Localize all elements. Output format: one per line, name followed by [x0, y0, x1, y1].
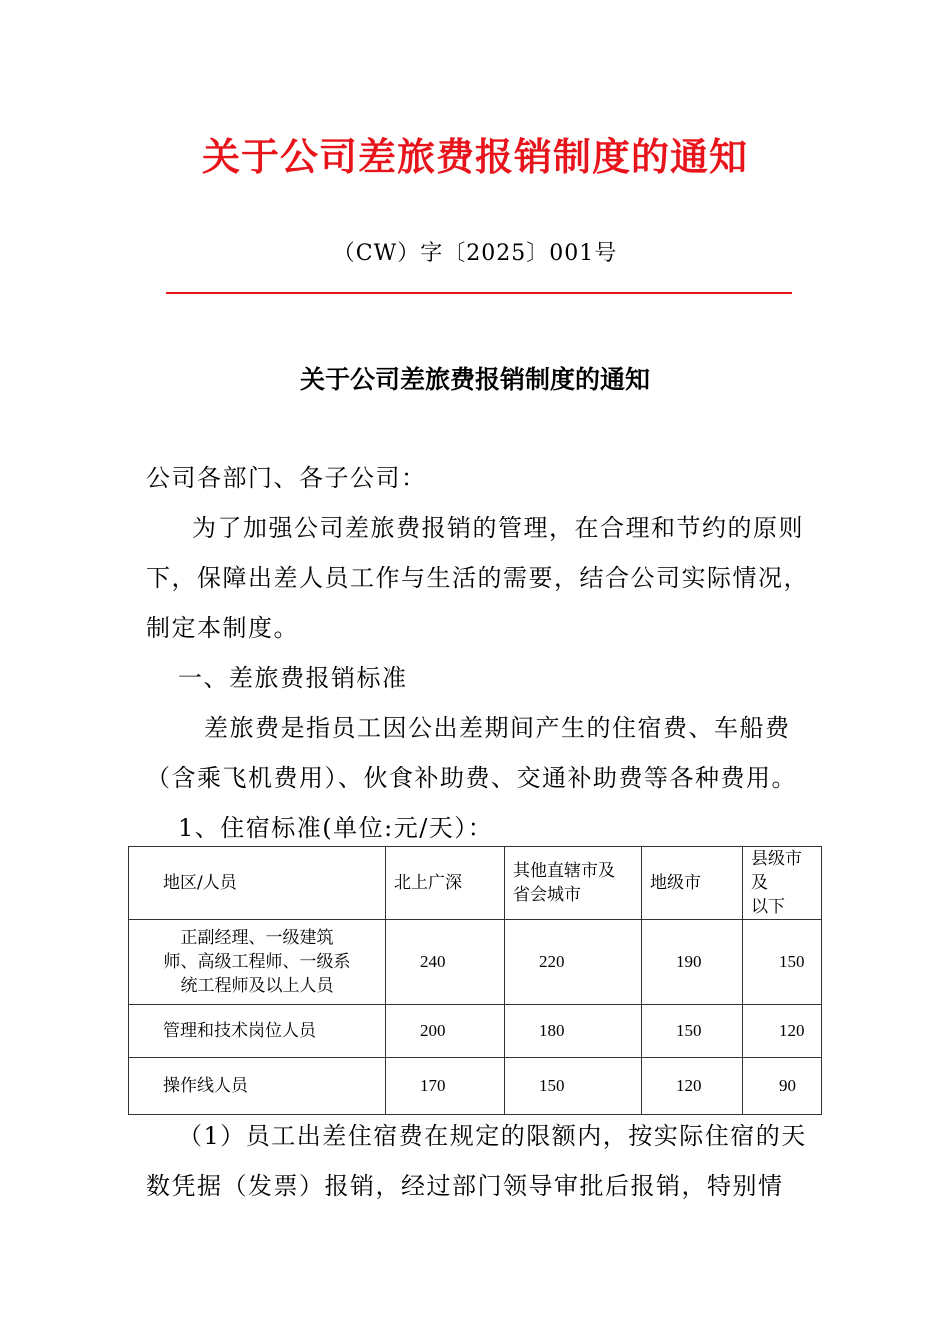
- header-text: 省会城市: [513, 885, 581, 905]
- header-text: 北上广深: [394, 873, 462, 893]
- table-header-cell: [129, 847, 386, 920]
- table-header-row: [129, 847, 822, 920]
- role-cell: [129, 1005, 386, 1058]
- rate-cell: 150: [642, 1005, 743, 1058]
- header-text: 以下: [751, 897, 785, 917]
- rate-cell: 180: [505, 1005, 642, 1058]
- rate-cell: 190: [642, 920, 743, 1005]
- header-text: 其他直辖市及: [513, 861, 615, 881]
- intro-line: 为了加强公司差旅费报销的管理，在合理和节约的原则: [192, 514, 804, 542]
- table-header-cell: [505, 847, 642, 920]
- header-text: 地级市: [650, 873, 701, 893]
- intro-line: 下，保障出差人员工作与生活的需要，结合公司实际情况，: [146, 564, 809, 592]
- role-text: 正副经理、一级建筑: [180, 928, 334, 948]
- table-row: [129, 1005, 822, 1058]
- intro-line: 制定本制度。: [146, 614, 299, 642]
- header-text: 地区/人员: [163, 873, 237, 893]
- rate-cell: 240: [386, 920, 505, 1005]
- rate-cell: 90: [743, 1058, 822, 1115]
- rate-cell: 220: [505, 920, 642, 1005]
- role-text: 师、高级工程师、一级系: [163, 952, 351, 972]
- document-number: （CW）字〔2025〕001号: [332, 241, 618, 266]
- lodging-rates-table: [128, 846, 822, 1115]
- note-line: （1）员工出差住宿费在规定的限额内，按实际住宿的天: [178, 1122, 807, 1150]
- definition-line: （含乘飞机费用）、伙食补助费、交通补助费等各种费用。: [146, 764, 797, 792]
- note-line: 数凭据（发票）报销，经过部门领导审批后报销，特别情: [146, 1172, 784, 1200]
- rate-cell: 150: [505, 1058, 642, 1115]
- role-text: 统工程师及以上人员: [180, 976, 334, 996]
- table-header-cell: [642, 847, 743, 920]
- table-header-cell: [743, 847, 822, 920]
- section-heading: 一、差旅费报销标准: [178, 664, 408, 692]
- definition-line: 差旅费是指员工因公出差期间产生的住宿费、车船费: [204, 714, 791, 742]
- notice-title: 关于公司差旅费报销制度的通知: [299, 365, 650, 394]
- rate-cell: 200: [386, 1005, 505, 1058]
- salutation: 公司各部门、各子公司：: [146, 464, 427, 492]
- table-row: [129, 920, 822, 1005]
- header-text: 县级市及: [751, 849, 802, 893]
- rate-cell: 170: [386, 1058, 505, 1115]
- role-text: 管理和技术岗位人员: [163, 1021, 316, 1041]
- role-text: 操作线人员: [163, 1076, 248, 1096]
- rate-cell: 120: [743, 1005, 822, 1058]
- rate-cell: 120: [642, 1058, 743, 1115]
- table-row: [129, 1058, 822, 1115]
- document-red-title: 关于公司差旅费报销制度的通知: [201, 135, 748, 179]
- role-cell: [129, 1058, 386, 1115]
- red-divider: [166, 292, 792, 294]
- role-cell: [129, 920, 386, 1005]
- table-header-cell: [386, 847, 505, 920]
- lodging-heading: 1、住宿标准(单位:元/天）：: [178, 814, 494, 842]
- rate-cell: 150: [743, 920, 822, 1005]
